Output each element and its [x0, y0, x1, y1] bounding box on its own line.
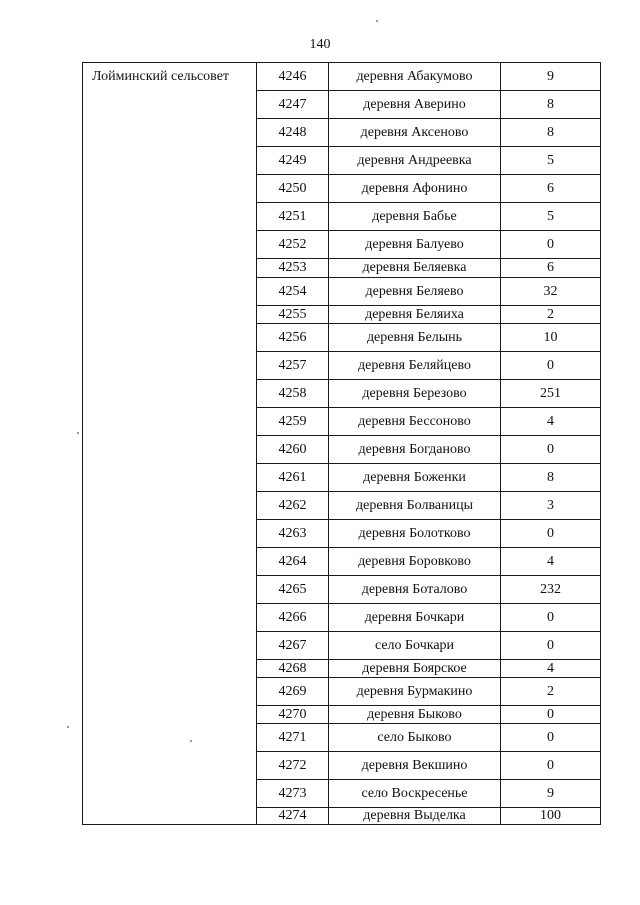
count-cell: 9 — [501, 780, 601, 808]
scan-speck — [77, 432, 79, 434]
locality-name-cell: село Воскресенье — [329, 780, 501, 808]
code-cell: 4249 — [257, 147, 329, 175]
count-cell: 0 — [501, 436, 601, 464]
locality-name-cell: деревня Балуево — [329, 231, 501, 259]
count-cell: 100 — [501, 808, 601, 825]
register-table-body — [83, 63, 601, 825]
locality-name-cell: деревня Абакумово — [329, 63, 501, 91]
count-cell: 5 — [501, 203, 601, 231]
code-cell: 4267 — [257, 632, 329, 660]
code-cell: 4255 — [257, 306, 329, 324]
count-cell: 251 — [501, 380, 601, 408]
code-cell: 4264 — [257, 548, 329, 576]
code-cell: 4265 — [257, 576, 329, 604]
code-cell: 4272 — [257, 752, 329, 780]
code-cell: 4246 — [257, 63, 329, 91]
locality-name-cell: деревня Беляево — [329, 278, 501, 306]
code-cell: 4273 — [257, 780, 329, 808]
count-cell: 0 — [501, 231, 601, 259]
scan-speck — [376, 20, 378, 22]
code-cell: 4250 — [257, 175, 329, 203]
settlement-name-cell: Лойминский сельсовет — [83, 63, 257, 825]
count-cell: 3 — [501, 492, 601, 520]
locality-name-cell: деревня Бурмакино — [329, 678, 501, 706]
code-cell: 4269 — [257, 678, 329, 706]
count-cell: 10 — [501, 324, 601, 352]
register-table — [82, 62, 601, 825]
count-cell: 4 — [501, 548, 601, 576]
locality-name-cell: деревня Бессоново — [329, 408, 501, 436]
locality-name-cell: село Бочкари — [329, 632, 501, 660]
locality-name-cell: деревня Боярское — [329, 660, 501, 678]
locality-name-cell: деревня Березово — [329, 380, 501, 408]
locality-name-cell: деревня Боженки — [329, 464, 501, 492]
code-cell: 4263 — [257, 520, 329, 548]
code-cell: 4258 — [257, 380, 329, 408]
code-cell: 4259 — [257, 408, 329, 436]
locality-name-cell: деревня Афонино — [329, 175, 501, 203]
code-cell: 4251 — [257, 203, 329, 231]
count-cell: 8 — [501, 119, 601, 147]
locality-name-cell: деревня Андреевка — [329, 147, 501, 175]
code-cell: 4254 — [257, 278, 329, 306]
count-cell: 6 — [501, 175, 601, 203]
code-cell: 4256 — [257, 324, 329, 352]
locality-name-cell: деревня Болваницы — [329, 492, 501, 520]
count-cell: 0 — [501, 352, 601, 380]
count-cell: 0 — [501, 520, 601, 548]
locality-name-cell: деревня Беляиха — [329, 306, 501, 324]
count-cell: 0 — [501, 706, 601, 724]
locality-name-cell: деревня Бабье — [329, 203, 501, 231]
code-cell: 4274 — [257, 808, 329, 825]
scan-speck — [190, 740, 192, 742]
count-cell: 0 — [501, 632, 601, 660]
code-cell: 4257 — [257, 352, 329, 380]
count-cell: 8 — [501, 464, 601, 492]
count-cell: 5 — [501, 147, 601, 175]
count-cell: 4 — [501, 660, 601, 678]
scan-speck — [67, 726, 69, 728]
locality-name-cell: село Быково — [329, 724, 501, 752]
locality-name-cell: деревня Боталово — [329, 576, 501, 604]
code-cell: 4266 — [257, 604, 329, 632]
code-cell: 4260 — [257, 436, 329, 464]
code-cell: 4248 — [257, 119, 329, 147]
count-cell: 232 — [501, 576, 601, 604]
code-cell: 4270 — [257, 706, 329, 724]
locality-name-cell: деревня Выделка — [329, 808, 501, 825]
locality-name-cell: деревня Быково — [329, 706, 501, 724]
locality-name-cell: деревня Болотково — [329, 520, 501, 548]
count-cell: 0 — [501, 752, 601, 780]
page-number: 140 — [309, 37, 331, 52]
locality-name-cell: деревня Аверино — [329, 91, 501, 119]
count-cell: 0 — [501, 724, 601, 752]
count-cell: 2 — [501, 678, 601, 706]
code-cell: 4262 — [257, 492, 329, 520]
code-cell: 4271 — [257, 724, 329, 752]
locality-name-cell: деревня Векшино — [329, 752, 501, 780]
code-cell: 4268 — [257, 660, 329, 678]
count-cell: 6 — [501, 259, 601, 278]
code-cell: 4261 — [257, 464, 329, 492]
table-row — [83, 63, 601, 91]
locality-name-cell: деревня Беляевка — [329, 259, 501, 278]
code-cell: 4253 — [257, 259, 329, 278]
locality-name-cell: деревня Беляйцево — [329, 352, 501, 380]
count-cell: 9 — [501, 63, 601, 91]
count-cell: 8 — [501, 91, 601, 119]
code-cell: 4252 — [257, 231, 329, 259]
code-cell: 4247 — [257, 91, 329, 119]
count-cell: 0 — [501, 604, 601, 632]
count-cell: 2 — [501, 306, 601, 324]
locality-name-cell: деревня Боровково — [329, 548, 501, 576]
locality-name-cell: деревня Богданово — [329, 436, 501, 464]
locality-name-cell: деревня Белынь — [329, 324, 501, 352]
locality-name-cell: деревня Бочкари — [329, 604, 501, 632]
locality-name-cell: деревня Аксеново — [329, 119, 501, 147]
count-cell: 32 — [501, 278, 601, 306]
count-cell: 4 — [501, 408, 601, 436]
